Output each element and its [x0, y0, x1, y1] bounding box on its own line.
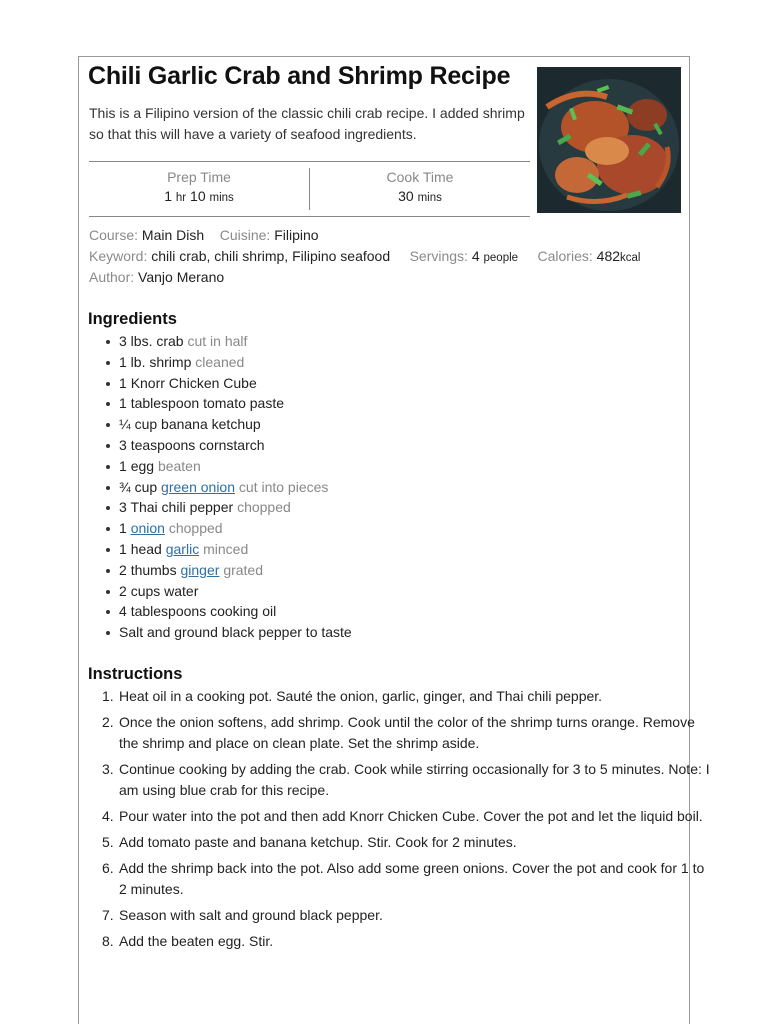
ingredient-item	[119, 539, 352, 560]
ingredients-heading: Ingredients	[88, 310, 177, 328]
recipe-title: Chili Garlic Crab and Shrimp Recipe	[88, 62, 511, 90]
cuisine-label: Cuisine:	[219, 227, 271, 243]
instruction-step	[102, 931, 714, 952]
meta-row-keyword	[89, 248, 640, 264]
ingredient-note: chopped	[237, 499, 291, 516]
servings-label: Servings:	[409, 248, 468, 264]
keyword-value: chili crab, chili shrimp, Filipino seafood	[151, 248, 391, 264]
ingredient-link[interactable]: green onion	[161, 478, 235, 495]
ingredient-qty: 4	[119, 603, 127, 620]
time-box	[89, 161, 530, 217]
ingredient-link[interactable]: ginger	[180, 561, 220, 578]
ingredient-qty: 1 lb.	[119, 353, 146, 370]
ingredient-name: Thai chili pepper	[130, 499, 234, 516]
ingredient-name: tablespoons cooking oil	[130, 603, 277, 620]
ingredient-item	[119, 518, 352, 539]
calories-value: 482	[596, 248, 621, 264]
step-number: 5.	[102, 834, 114, 850]
ingredient-name: crab	[156, 333, 184, 349]
ingredient-item	[119, 456, 352, 477]
ingredient-note: cut in half	[187, 333, 248, 349]
cook-time-value	[310, 188, 530, 204]
ingredient-item	[119, 352, 352, 373]
step-text: Continue cooking by adding the crab. Cook while stirring occasionally for 3 to 5 minutes. Note: I am using blue crab for this recipe.	[119, 761, 710, 798]
step-number: 6.	[102, 860, 114, 876]
ingredient-name: egg	[130, 457, 155, 474]
ingredient-item	[119, 414, 352, 435]
ingredient-qty: 1	[119, 374, 127, 391]
step-number: 3.	[102, 761, 114, 777]
ingredient-qty: 2	[119, 561, 127, 578]
ingredient-note: chopped	[168, 520, 223, 537]
ingredient-qty: 3 lbs.	[119, 333, 153, 349]
prep-mins-unit: mins	[209, 192, 234, 204]
step-number: 1.	[102, 688, 114, 704]
ingredient-qty: 3	[119, 499, 127, 516]
prep-time	[89, 168, 310, 210]
step-text: Add tomato paste and banana ketchup. Stir. Cook for 2 minutes.	[119, 834, 517, 850]
ingredient-qty: 1	[119, 457, 127, 474]
author-value: Vanjo Merano	[138, 269, 225, 285]
cook-time	[310, 168, 530, 222]
ingredient-item	[119, 331, 352, 352]
ingredient-qty: 1	[119, 395, 127, 412]
author-label: Author:	[89, 269, 135, 285]
ingredient-name: tablespoon tomato paste	[130, 395, 285, 412]
step-text: Add the shrimp back into the pot. Also add some green onions. Cover the pot and cook for 1 to 2 minutes.	[119, 860, 705, 897]
ingredient-item	[119, 477, 352, 498]
ingredient-note: beaten	[157, 457, 201, 474]
step-number: 7.	[102, 907, 114, 923]
instruction-step	[102, 905, 714, 926]
ingredient-link[interactable]: garlic	[165, 540, 200, 557]
servings-unit: people	[483, 252, 519, 264]
prep-hours-unit: hr	[175, 192, 187, 204]
ingredient-item	[119, 393, 352, 414]
ingredient-name: cups water	[130, 582, 199, 599]
ingredient-link[interactable]: onion	[130, 520, 165, 537]
ingredient-name: shrimp	[149, 353, 192, 370]
ingredient-unit: head	[130, 540, 162, 557]
ingredient-name: Salt and ground black pepper to taste	[119, 624, 352, 641]
step-text: Add the beaten egg. Stir.	[119, 933, 274, 949]
ingredient-note: cut into pieces	[238, 478, 329, 495]
ingredient-note: grated	[223, 561, 264, 578]
ingredient-item	[119, 373, 352, 394]
ingredient-note: minced	[203, 540, 249, 557]
ingredient-qty: 1	[119, 540, 127, 557]
step-text: Once the onion softens, add shrimp. Cook until the color of the shrimp turns orange. Remove the shrimp and place on clean plate. Set the shrimp aside.	[119, 714, 695, 751]
prep-time-label: Prep Time	[167, 169, 231, 185]
prep-hours: 1	[164, 188, 173, 204]
ingredient-item	[119, 581, 352, 602]
ingredients-list	[89, 331, 352, 643]
ingredient-qty: 1	[119, 520, 127, 537]
instruction-step	[102, 712, 714, 754]
prep-time-value	[89, 188, 309, 204]
ingredient-name: teaspoons cornstarch	[130, 436, 265, 453]
ingredient-item	[119, 435, 352, 456]
ingredient-qty: ¾	[119, 478, 131, 495]
meta-row-author	[89, 269, 224, 285]
instruction-step	[102, 858, 714, 900]
ingredient-unit: cup	[134, 478, 158, 495]
ingredient-item	[119, 560, 352, 581]
step-number: 2.	[102, 714, 114, 730]
cuisine-value: Filipino	[274, 227, 319, 243]
ingredient-name: cup banana ketchup	[134, 416, 261, 433]
ingredient-item	[119, 622, 352, 643]
calories-unit: kcal	[620, 252, 641, 264]
step-number: 4.	[102, 808, 114, 824]
course-label: Course:	[89, 227, 139, 243]
step-number: 8.	[102, 933, 114, 949]
meta-row-course	[89, 227, 319, 243]
prep-mins: 10	[190, 188, 206, 204]
crab-dish-image	[537, 67, 681, 213]
instructions-heading: Instructions	[88, 665, 183, 683]
instructions-list	[89, 686, 714, 957]
servings-value: 4	[471, 248, 480, 264]
ingredient-item	[119, 601, 352, 622]
instruction-step	[102, 806, 714, 827]
instruction-step	[102, 686, 714, 707]
ingredient-qty: 2	[119, 582, 127, 599]
calories-label: Calories:	[537, 248, 593, 264]
ingredient-qty: ¼	[119, 416, 131, 433]
instruction-step	[102, 759, 714, 801]
ingredient-item	[119, 497, 352, 518]
ingredient-unit: thumbs	[130, 561, 177, 578]
ingredient-name: Knorr Chicken Cube	[130, 374, 257, 391]
cook-mins: 30	[398, 188, 414, 204]
ingredient-note: cleaned	[195, 353, 245, 370]
recipe-photo[interactable]	[537, 67, 681, 213]
step-text: Season with salt and ground black pepper.	[119, 907, 383, 923]
course-value: Main Dish	[141, 227, 205, 243]
cook-mins-unit: mins	[417, 192, 442, 204]
recipe-summary: This is a Filipino version of the classic chili crab recipe. I added shrimp so that this will have a variety of seafood ingredients.	[89, 105, 525, 142]
instruction-step	[102, 832, 714, 853]
cook-time-label: Cook Time	[386, 169, 454, 185]
step-text: Heat oil in a cooking pot. Sauté the onion, garlic, ginger, and Thai chili pepper.	[119, 688, 603, 704]
keyword-label: Keyword:	[89, 248, 148, 264]
ingredient-qty: 3	[119, 436, 127, 453]
step-text: Pour water into the pot and then add Knorr Chicken Cube. Cover the pot and let the liquid boil.	[119, 808, 703, 824]
